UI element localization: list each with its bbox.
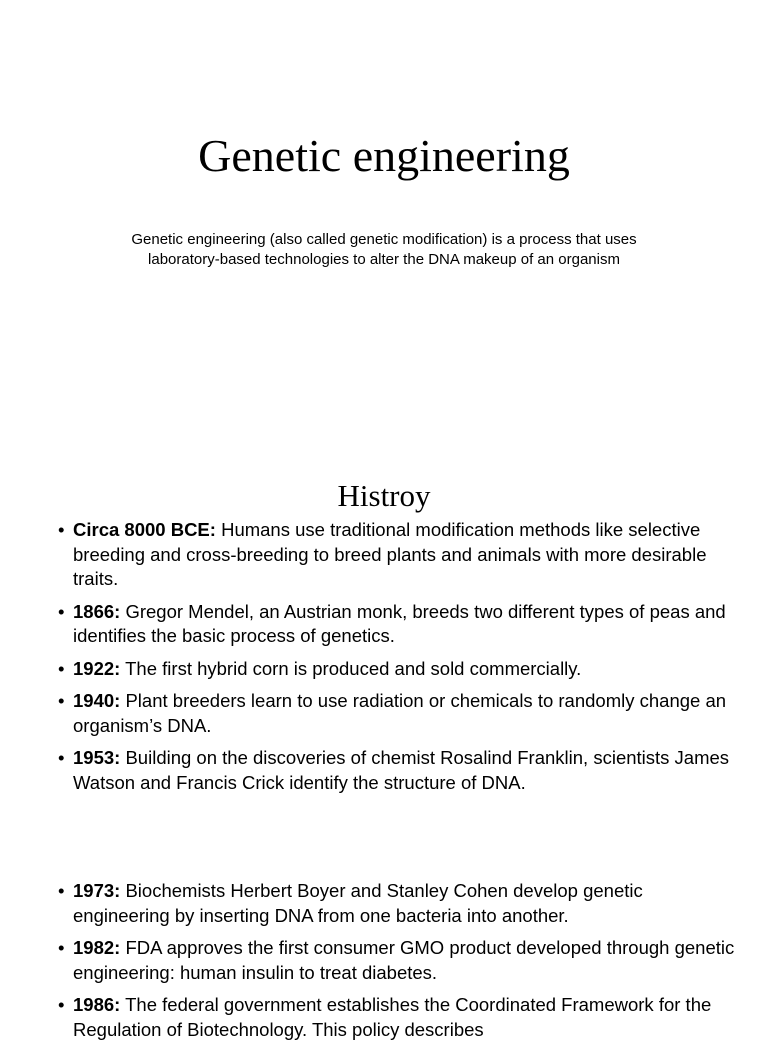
item-date: 1953:	[73, 747, 121, 768]
slide-title: Histroy	[337, 478, 431, 513]
list-item	[58, 936, 738, 985]
list-item	[58, 600, 738, 649]
item-text: FDA approves the first consumer GMO product developed through genetic engineering: human insulin to treat diabetes.	[73, 937, 735, 983]
slide-2	[0, 430, 768, 1040]
history-list	[58, 518, 738, 803]
slide-subtitle: Genetic engineering (also called genetic modification) is a process that uses laboratory-based technologies to alter the DNA makeup of an organism	[131, 231, 637, 268]
bullet-icon: •	[58, 747, 65, 768]
item-date: 1982:	[73, 937, 121, 958]
item-text: Building on the discoveries of chemist Rosalind Franklin, scientists James Watson and Francis Crick identify the structure of DNA.	[73, 747, 730, 793]
bullet-icon: •	[58, 600, 65, 622]
list-item	[58, 689, 738, 738]
item-text: Biochemists Herbert Boyer and Stanley Cohen develop genetic engineering by inserting DNA from one bacteria into another.	[73, 880, 643, 926]
item-text: Humans use traditional modification methods like selective breeding and cross-breeding to breed plants and animals with more desirable traits.	[73, 519, 707, 589]
item-date: Circa 8000 BCE:	[73, 519, 216, 540]
item-text: The federal government establishes the Coordinated Framework for the Regulation of Biotechnology. This policy describes	[73, 994, 712, 1040]
item-text: The first hybrid corn is produced and sold commercially.	[120, 657, 582, 679]
list-item	[58, 518, 738, 592]
item-text: Gregor Mendel, an Austrian monk, breeds two different types of peas and identifies the basic process of genetics.	[73, 600, 726, 646]
bullet-icon: •	[58, 519, 65, 540]
bullet-icon: •	[58, 880, 65, 901]
item-date: 1922:	[73, 657, 121, 679]
list-item	[58, 657, 738, 682]
bullet-icon: •	[58, 937, 65, 958]
list-item	[58, 879, 738, 928]
item-date: 1866:	[73, 600, 121, 622]
item-date: 1940:	[73, 690, 121, 711]
bullet-icon: •	[58, 994, 65, 1015]
slide-1	[0, 0, 768, 430]
history-list-continued	[58, 879, 738, 1050]
list-item	[58, 746, 738, 795]
list-item	[58, 993, 738, 1042]
item-date: 1973:	[73, 880, 121, 901]
slide-title: Genetic engineering	[198, 130, 570, 181]
bullet-icon: •	[58, 657, 65, 679]
bullet-icon: •	[58, 690, 65, 711]
item-text: Plant breeders learn to use radiation or chemicals to randomly change an organism’s DNA.	[73, 690, 727, 736]
item-date: 1986:	[73, 994, 121, 1015]
